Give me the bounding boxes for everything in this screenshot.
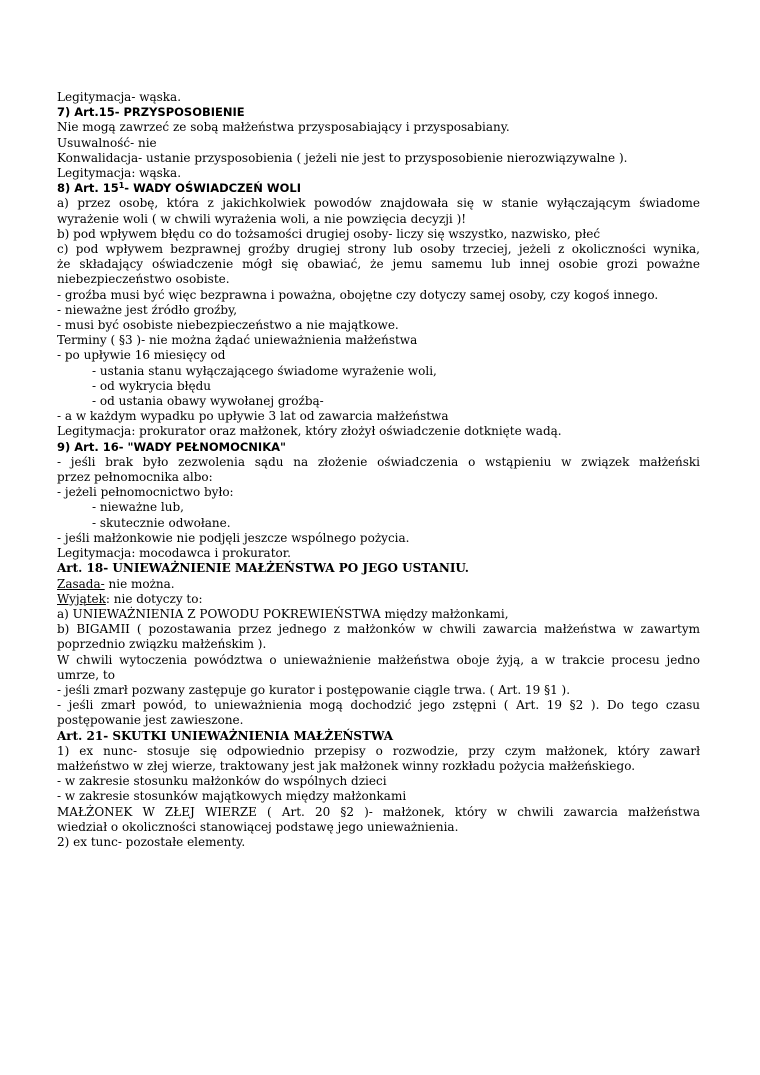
indented-line: - od wykrycia błędu [92, 378, 212, 393]
heading-part: - WADY OŚWIADCZEŃ WOLI [124, 181, 301, 196]
text-line: postępowanie jest zawieszone. [57, 713, 244, 728]
text-line: b) pod wpływem błędu co do tożsamości drugiej osoby- liczy się wszystko, nazwisko, płeć [57, 226, 601, 241]
text-line: MAŁŻONEK W ZŁEJ WIERZE ( Art. 20 §2 )- małżonek, który w chwili zawarcia małżeństwa [57, 804, 700, 819]
text-line: Legitymacja: mocodawca i prokurator. [57, 546, 291, 561]
indented-line: - od ustania obawy wywołanej groźbą- [92, 394, 324, 409]
text-line: poprzednio związku małżeńskim ). [57, 637, 267, 652]
section-heading: 7) Art.15- PRZYSPOSOBIENIE [57, 105, 245, 120]
text-line: - groźba musi być więc bezprawna i poważna, obojętne czy dotyczy samej osoby, czy kogoś innego. [57, 287, 659, 302]
text-line: Legitymacja: prokurator oraz małżonek, który złożył oświadczenie dotknięte wadą. [57, 424, 562, 439]
text-line: - jeśli zmarł powód, to unieważnienia mogą dochodzić jego zstępni ( Art. 19 §2 ). Do tego czasu [57, 698, 700, 713]
text-line: a) UNIEWAŻNIENIA Z POWODU POKREWIEŃSTWA między małżonkami, [57, 606, 509, 621]
section-heading: 9) Art. 16- "WADY PEŁNOMOCNIKA" [57, 439, 287, 454]
text-line: - w zakresie stosunków majątkowych między małżonkami [57, 789, 407, 804]
text-line: - jeżeli pełnomocnictwo było: [57, 485, 234, 500]
section-heading [57, 181, 700, 196]
text-line: - jeśli zmarł pozwany zastępuje go kurator i postępowanie ciągle trwa. ( Art. 19 §1 ). [57, 682, 571, 697]
heading-part: 8) Art. 15 [57, 181, 119, 196]
indented-line: - skutecznie odwołane. [92, 515, 231, 530]
text-line: wyrażenie woli ( w chwili wyrażenia woli, a nie powzięcia decyzji )! [57, 211, 467, 226]
text-line: - nieważne jest źródło groźby, [57, 302, 238, 317]
superscript: 1 [118, 181, 125, 191]
text-line: b) BIGAMII ( pozostawania przez jednego z małżonków w chwili zawarcia małżeństwa w zawartym [57, 622, 700, 637]
text-line: - w zakresie stosunku małżonków do wspólnych dzieci [57, 774, 387, 789]
text-line: wiedział o okoliczności stanowiącej podstawę jego unieważnienia. [57, 819, 459, 834]
text-line: niebezpieczeństwo osobiste. [57, 272, 230, 287]
text-line: a) przez osobę, która z jakichkolwiek powodów znajdowała się w stanie wyłączającym świadome [57, 196, 700, 211]
text-line [57, 577, 700, 592]
text-line: 2) ex tunc- pozostałe elementy. [57, 834, 246, 849]
text-part: : nie dotyczy to: [105, 591, 203, 606]
text-line: - a w każdym wypadku po upływie 3 lat od zawarcia małżeństwa [57, 409, 449, 424]
text-line: Konwalidacja- ustanie przysposobienia ( jeżeli nie jest to przysposobienie nierozwiązywalne ). [57, 150, 628, 165]
text-line: - jeśli małżonkowie nie podjęli jeszcze wspólnego pożycia. [57, 530, 410, 545]
text-line: Usuwalność- nie [57, 135, 157, 150]
indented-line: - nieważne lub, [92, 500, 184, 515]
underlined-term: Wyjątek [57, 591, 106, 606]
section-heading: Art. 18- UNIEWAŻNIENIE MAŁŻEŃSTWA PO JEGO USTANIU. [57, 561, 469, 576]
text-line: Legitymacja: wąska. [57, 166, 182, 181]
indented-line: - ustania stanu wyłączającego świadome wyrażenie woli, [92, 363, 437, 378]
text-line [57, 592, 700, 607]
text-line: c) pod wpływem bezprawnej groźby drugiej strony lub osoby trzeciej, jeżeli z okoliczności wynika, [57, 242, 700, 257]
text-line: przez pełnomocnika albo: [57, 470, 213, 485]
underlined-term: Zasada- [57, 576, 105, 591]
text-line: małżeństwo w złej wierze, traktowany jest jak małżonek winny rozkładu pożycia małżeńskiego. [57, 758, 636, 773]
text-line: Terminy ( §3 )- nie można żądać unieważnienia małżeństwa [57, 333, 418, 348]
text-part: nie można. [104, 576, 175, 591]
text-line: W chwili wytoczenia powództwa o unieważnienie małżeństwa oboje żyją, a w trakcie procesu jedno [57, 652, 700, 667]
text-line: że składający oświadczenie mógł się obawiać, że jemu samemu lub innej osobie grozi poważne [57, 257, 700, 272]
section-heading: Art. 21- SKUTKI UNIEWAŻNIENIA MAŁŻEŃSTWA [57, 728, 394, 743]
text-line: 1) ex nunc- stosuje się odpowiednio przepisy o rozwodzie, przy czym małżonek, który zawarł [57, 743, 700, 758]
text-line: - musi być osobiste niebezpieczeństwo a nie majątkowe. [57, 318, 399, 333]
document-page [57, 90, 700, 850]
text-line: Nie mogą zawrzeć ze sobą małżeństwa przysposabiający i przysposabiany. [57, 120, 510, 135]
text-line: - jeśli brak było zezwolenia sądu na złożenie oświadczenia o wstąpieniu w związek małżeński [57, 454, 700, 469]
text-line: - po upływie 16 miesięcy od [57, 348, 226, 363]
text-line: umrze, to [57, 667, 115, 682]
text-line: Legitymacja- wąska. [57, 90, 182, 104]
